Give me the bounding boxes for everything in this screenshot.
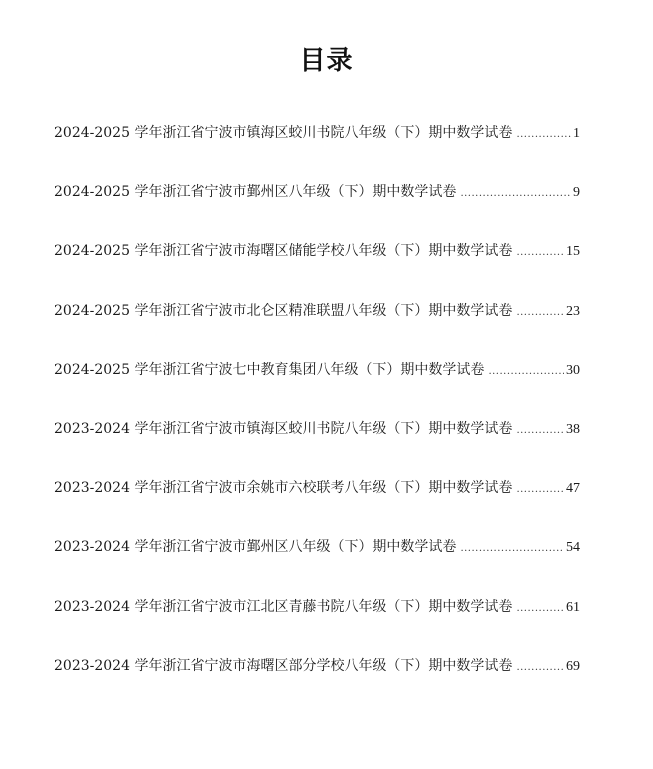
toc-entry[interactable] (54, 477, 580, 536)
toc-entry-title: 2023-2024 学年浙江省宁波市江北区青藤书院八年级（下）期中数学试卷 (54, 598, 513, 615)
toc-entry-page: 54 (566, 540, 580, 556)
toc-entry-page: 69 (566, 658, 580, 674)
toc-entry-page: 61 (566, 599, 580, 615)
toc-entry-title: 2024-2025 学年浙江省宁波七中教育集团八年级（下）期中数学试卷 (54, 361, 485, 378)
toc-leader-dots (516, 484, 564, 495)
toc-entry[interactable] (54, 181, 580, 240)
toc-entry-page: 23 (566, 303, 580, 319)
toc-entry[interactable] (54, 536, 580, 595)
toc-entry-title: 2023-2024 学年浙江省宁波市鄞州区八年级（下）期中数学试卷 (54, 539, 457, 556)
toc-leader-dots (516, 662, 564, 673)
toc-entry-title: 2024-2025 学年浙江省宁波市海曙区储能学校八年级（下）期中数学试卷 (54, 243, 513, 260)
toc-leader-dots (460, 543, 564, 554)
toc-entry[interactable] (54, 122, 580, 181)
page-title: 目录 (299, 46, 354, 76)
toc-entry[interactable] (54, 240, 580, 299)
toc-entry[interactable] (54, 418, 580, 477)
toc-entry[interactable] (54, 359, 580, 418)
toc-entry-page: 47 (566, 481, 580, 497)
toc-leader-dots (516, 307, 564, 318)
toc-entry[interactable] (54, 596, 580, 655)
toc-entry-title: 2023-2024 学年浙江省宁波市镇海区蛟川书院八年级（下）期中数学试卷 (54, 420, 513, 437)
toc-entry[interactable] (54, 655, 580, 714)
toc-entry-page: 1 (573, 126, 580, 141)
toc-entry-page: 30 (566, 362, 580, 378)
toc-leader-dots (460, 188, 571, 199)
toc-entry-title: 2024-2025 学年浙江省宁波市鄞州区八年级（下）期中数学试卷 (54, 184, 457, 201)
toc-entry-title: 2024-2025 学年浙江省宁波市镇海区蛟川书院八年级（下）期中数学试卷 (54, 125, 513, 141)
toc-entry-title: 2023-2024 学年浙江省宁波市海曙区部分学校八年级（下）期中数学试卷 (54, 657, 513, 674)
toc-leader-dots (516, 247, 564, 258)
toc-entry[interactable] (54, 300, 580, 359)
toc-leader-dots (516, 425, 564, 436)
toc-leader-dots (516, 603, 564, 614)
toc-entry-page: 15 (566, 244, 580, 260)
toc-entry-title: 2024-2025 学年浙江省宁波市北仑区精准联盟八年级（下）期中数学试卷 (54, 302, 513, 319)
toc-leader-dots (516, 129, 571, 140)
toc-entry-title: 2023-2024 学年浙江省宁波市余姚市六校联考八年级（下）期中数学试卷 (54, 480, 513, 497)
toc-leader-dots (488, 366, 564, 377)
toc-list (54, 122, 580, 714)
toc-entry-page: 38 (566, 421, 580, 437)
toc-entry-page: 9 (573, 185, 580, 201)
